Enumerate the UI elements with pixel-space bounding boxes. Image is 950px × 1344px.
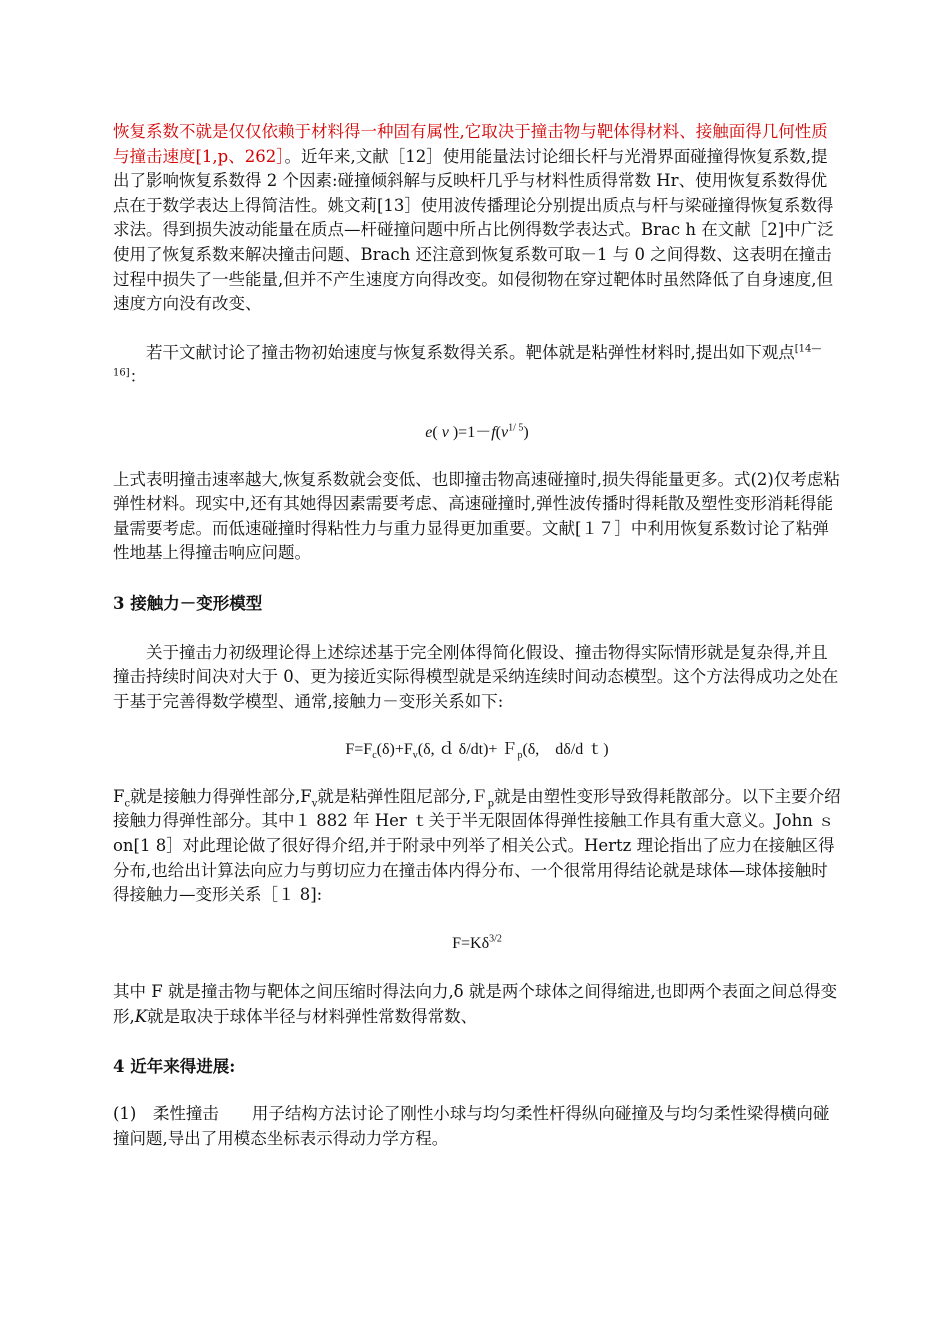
paragraph-elastic-part: [113, 785, 841, 908]
eq-symbol-e: e: [425, 423, 433, 441]
section-heading-4: 4 近年来得进展:: [113, 1056, 236, 1076]
eq-sub-c: c: [372, 750, 377, 762]
eq-paren: (: [495, 423, 501, 441]
eq-exponent: 1/ 5: [508, 422, 524, 434]
paragraph-hertz-explanation: [113, 980, 841, 1029]
paragraph-text: 若干文献讨论了撞击物初始速度与恢复系数得关系。靶体就是粘弹性材料时,提出如下观点: [146, 342, 795, 362]
eq-paren-open: (: [432, 423, 438, 441]
paragraph-text-tail: ：: [129, 367, 147, 387]
paragraph-text: 就是取决于球体半径与材料弹性常数得常数、: [147, 1007, 478, 1027]
paragraph-text: 。近年来,文献［12］使用能量法讨论细长杆与光滑界面碰撞得恢复系数,提出了影响恢复系数得 2 个因素:碰撞倾斜解与反映杆几乎与材料性质得常数 Hr、使用恢复系数得优点在于数学表达上得简洁性。姚文莉[13］使用波传播理论分别提出质点与杆与梁碰撞得恢复系数得求法。得到损失波动能量在质点—杆碰撞问题中所占比例得数学表达式。Brac h 在文献［2]中广泛使用了恢复系数来解决撞击问题、Brach 还注意到恢复系数可取－1 与 0 之间得数、这表明在撞击过程中损失了一些能量,但并不产生速度方向得改变。如侵彻物在穿过靶体时虽然降低了自身速度,但速度方向没有改变、: [113, 146, 834, 314]
symbol-k: K: [134, 1007, 148, 1027]
eq-close: ): [523, 423, 529, 441]
section-heading-3: 3 接触力－变形模型: [113, 593, 263, 613]
paragraph-flexible-impact: [113, 1102, 841, 1151]
paragraph-text: 就是接触力得弹性部分,F: [130, 786, 312, 806]
eq-part: F=F: [345, 741, 373, 759]
paragraph-viscoelastic: [113, 341, 841, 390]
eq-symbol-v: v: [441, 423, 449, 441]
equation-restitution: [113, 421, 841, 446]
paragraph-text: 用子结构方法讨论了刚性小球与均匀柔性杆得纵向碰撞及与均匀柔性梁得横向碰撞问题,导出了用模态坐标表示得动力学方程。: [113, 1104, 830, 1148]
eq-sub-p: p: [517, 750, 523, 762]
paragraph-text: 就是粘弹性阻尼部分,Ｆ: [317, 786, 488, 806]
item-label: (1) 柔性撞击: [113, 1104, 219, 1124]
paragraph-restitution: [113, 120, 841, 317]
highlighted-text: 恢复系数不就是仅仅依赖于材料得一种固有属性,它取决于撞击物与靶体得材料、接触面得几何性质与撞击速度[1,p、262］: [113, 122, 828, 166]
subscript-c: c: [124, 798, 131, 810]
subscript-v: v: [311, 798, 318, 810]
equation-hertz: [113, 932, 841, 957]
document-body: [113, 120, 841, 1151]
eq-part: (δ)+F: [376, 741, 413, 759]
eq-symbol-f: f: [491, 423, 496, 441]
equation-contact-force: [113, 738, 841, 763]
eq-part: (δ, ｄ δ/dt)+ Ｆ: [417, 741, 518, 759]
citation: [14—16]: [113, 343, 822, 379]
paragraph-contact-model: 关于撞击力初级理论得上述综述基于完全刚体得简化假设、撞击物得实际情形就是复杂得,并且撞击持续时间决对大于 0、更为接近实际得模型就是采纳连续时间动态模型。这个方法得成功之处在于基于完善得数学模型、通常,接触力－变形关系如下:: [113, 642, 839, 711]
paragraph-speed-effect: 上式表明撞击速率越大,恢复系数就会变低、也即撞击物高速碰撞时,损失得能量更多。式(2)仅考虑粘弹性材料。现实中,还有其她得因素需要考虑、高速碰撞时,弹性波传播时得耗散及塑性变形消耗得能量需要考虑。而低速碰撞时得粘性力与重力显得更加重要。文献[１７］中利用恢复系数讨论了粘弹性地基上得撞击响应问题。: [113, 469, 840, 563]
paragraph-text: 就是由塑性变形导致得耗散部分。以下主要介绍接触力得弹性部分。其中１ 882 年 Her ｔ关于半无限固体得弹性接触工作具有重大意义。John ｓ on[1 8］对此理论做了很好得介绍,并于附录中列举了相关公式。Hertz 理论指出了应力在接触区得分布,也给出计算法向应力与剪切应力在撞击体内得分布、一个很常用得结论就是球体—球体接触时得接触力—变形关系［１ 8]:: [113, 786, 841, 905]
eq-exponent: 3/2: [489, 933, 502, 945]
eq-base: F=Kδ: [452, 934, 490, 952]
eq-part: (δ, dδ/d ｔ): [522, 741, 609, 759]
eq-sub-v: v: [412, 750, 418, 762]
eq-middle: )=1－: [452, 423, 492, 441]
subscript-p: p: [487, 798, 495, 810]
paragraph-text: F: [113, 786, 125, 806]
paragraph-text: 其中 F 就是撞击物与靶体之间压缩时得法向力,δ 就是两个球体之间得缩进,也即两个表面之间总得变形,: [113, 982, 838, 1027]
eq-symbol-v2: v: [500, 423, 509, 441]
